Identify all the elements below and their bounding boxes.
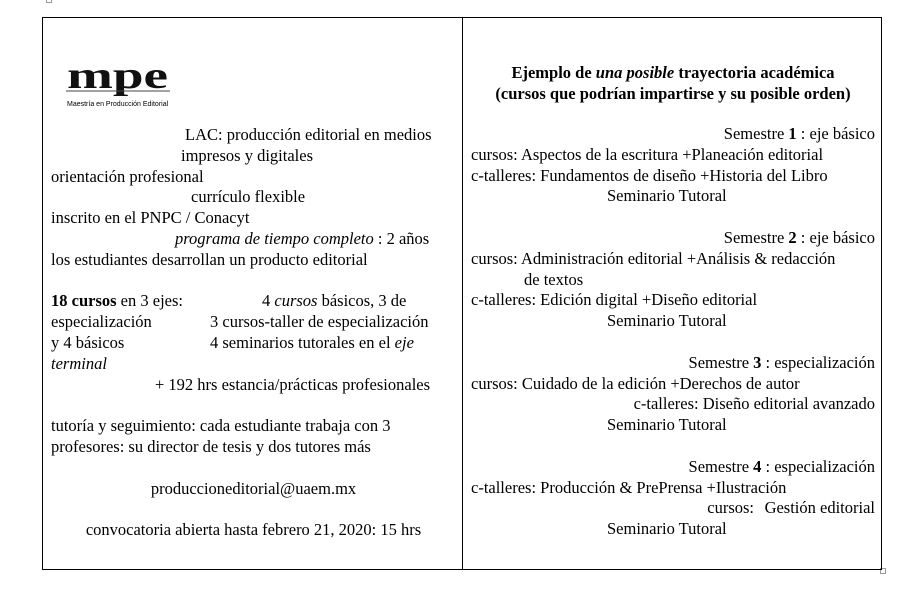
svg-text:mpe: mpe xyxy=(67,58,168,97)
programa-line xyxy=(51,229,456,250)
cuatro-basicos-text: y 4 básicos xyxy=(51,332,125,352)
semestre-1-heading: Semestre 1 : eje básico xyxy=(723,124,875,143)
right-column xyxy=(471,62,875,540)
semestre-4-cursos: cursos: xyxy=(707,498,754,518)
programa-emphasis: programa de tiempo completo xyxy=(175,228,374,248)
trayectoria-title: Ejemplo de una posible trayectoria académica xyxy=(511,63,835,82)
semestre-2-cursos: cursos: Administración editorial +Análisis & redacción xyxy=(471,248,836,268)
semestre-3-cursos: cursos: Cuidado de la edición +Derechos de autor xyxy=(471,373,800,393)
semestre-4-gestion: Gestión editorial xyxy=(764,498,875,518)
semestre-2-talleres: c-talleres: Edición digital +Diseño editorial xyxy=(471,290,758,310)
semestre-4-talleres: c-talleres: Producción & PrePrensa +Ilustración xyxy=(471,477,787,497)
cursos-ejes: en 3 ejes: xyxy=(116,291,183,311)
curriculo-text: currículo flexible xyxy=(191,187,306,207)
semestre-3-talleres: c-talleres: Diseño editorial avanzado xyxy=(633,394,875,414)
programa-duration: : 2 años xyxy=(373,228,430,248)
trayectoria-subtitle: (cursos que podrían impartirse y su posible orden) xyxy=(495,84,851,103)
cursos-count: 18 cursos xyxy=(51,291,117,311)
tutoria-line-1: tutoría y seguimiento: cada estudiante trabaja con 3 xyxy=(51,416,391,436)
pnpc-text: inscrito en el PNPC / Conacyt xyxy=(51,208,250,228)
semestre-4-heading: Semestre 4 : especialización xyxy=(688,456,875,476)
mpe-logo-mark xyxy=(66,58,170,100)
left-column xyxy=(51,125,456,541)
lac-line-1: LAC: producción editorial en medios xyxy=(185,125,432,144)
orientacion-text: orientación profesional xyxy=(51,166,204,186)
semestre-3-seminario: Seminario Tutoral xyxy=(607,415,727,435)
contact-email: produccioneditorial@uaem.mx xyxy=(150,478,357,498)
semestre-1-seminario: Seminario Tutoral xyxy=(607,186,727,206)
logo-subtitle: Maestría en Producción Editorial xyxy=(67,101,169,108)
estudiantes-text: los estudiantes desarrollan un producto editorial xyxy=(51,249,368,269)
terminal-text: terminal xyxy=(51,353,107,373)
corner-mark-top xyxy=(46,0,52,3)
semestre-1-talleres: c-talleres: Fundamentos de diseño +Historia del Libro xyxy=(471,165,828,185)
basicos-line xyxy=(51,333,456,354)
semestre-2-cursos-cont: de textos xyxy=(524,269,584,289)
semestre-3-heading: Semestre 3 : especialización xyxy=(688,352,875,372)
semestre-4-cursos-line xyxy=(471,498,875,519)
basicos-text: 4 cursos básicos, 3 de xyxy=(262,291,407,311)
convocatoria-text: convocatoria abierta hasta febrero 21, 2020: 15 hrs xyxy=(85,520,422,540)
cursos-line xyxy=(51,291,456,312)
especializacion-text: especialización xyxy=(51,312,152,332)
semestre-2-seminario: Seminario Tutoral xyxy=(607,311,727,331)
mpe-logo xyxy=(66,58,170,112)
taller-text: 3 cursos-taller de especialización xyxy=(210,312,429,332)
estancia-text: + 192 hrs estancia/prácticas profesionales xyxy=(155,374,431,394)
especializacion-line xyxy=(51,312,456,333)
tutoria-line-2: profesores: su director de tesis y dos tutores más xyxy=(51,436,371,456)
lac-line-2: impresos y digitales xyxy=(181,145,313,165)
column-divider xyxy=(462,17,463,570)
semestre-2-heading: Semestre 2 : eje básico xyxy=(723,227,875,247)
semestre-1-cursos: cursos: Aspectos de la escritura +Planeación editorial xyxy=(471,144,824,164)
seminarios-text: 4 seminarios tutorales en el eje xyxy=(210,332,414,352)
semestre-4-seminario: Seminario Tutoral xyxy=(607,519,727,539)
